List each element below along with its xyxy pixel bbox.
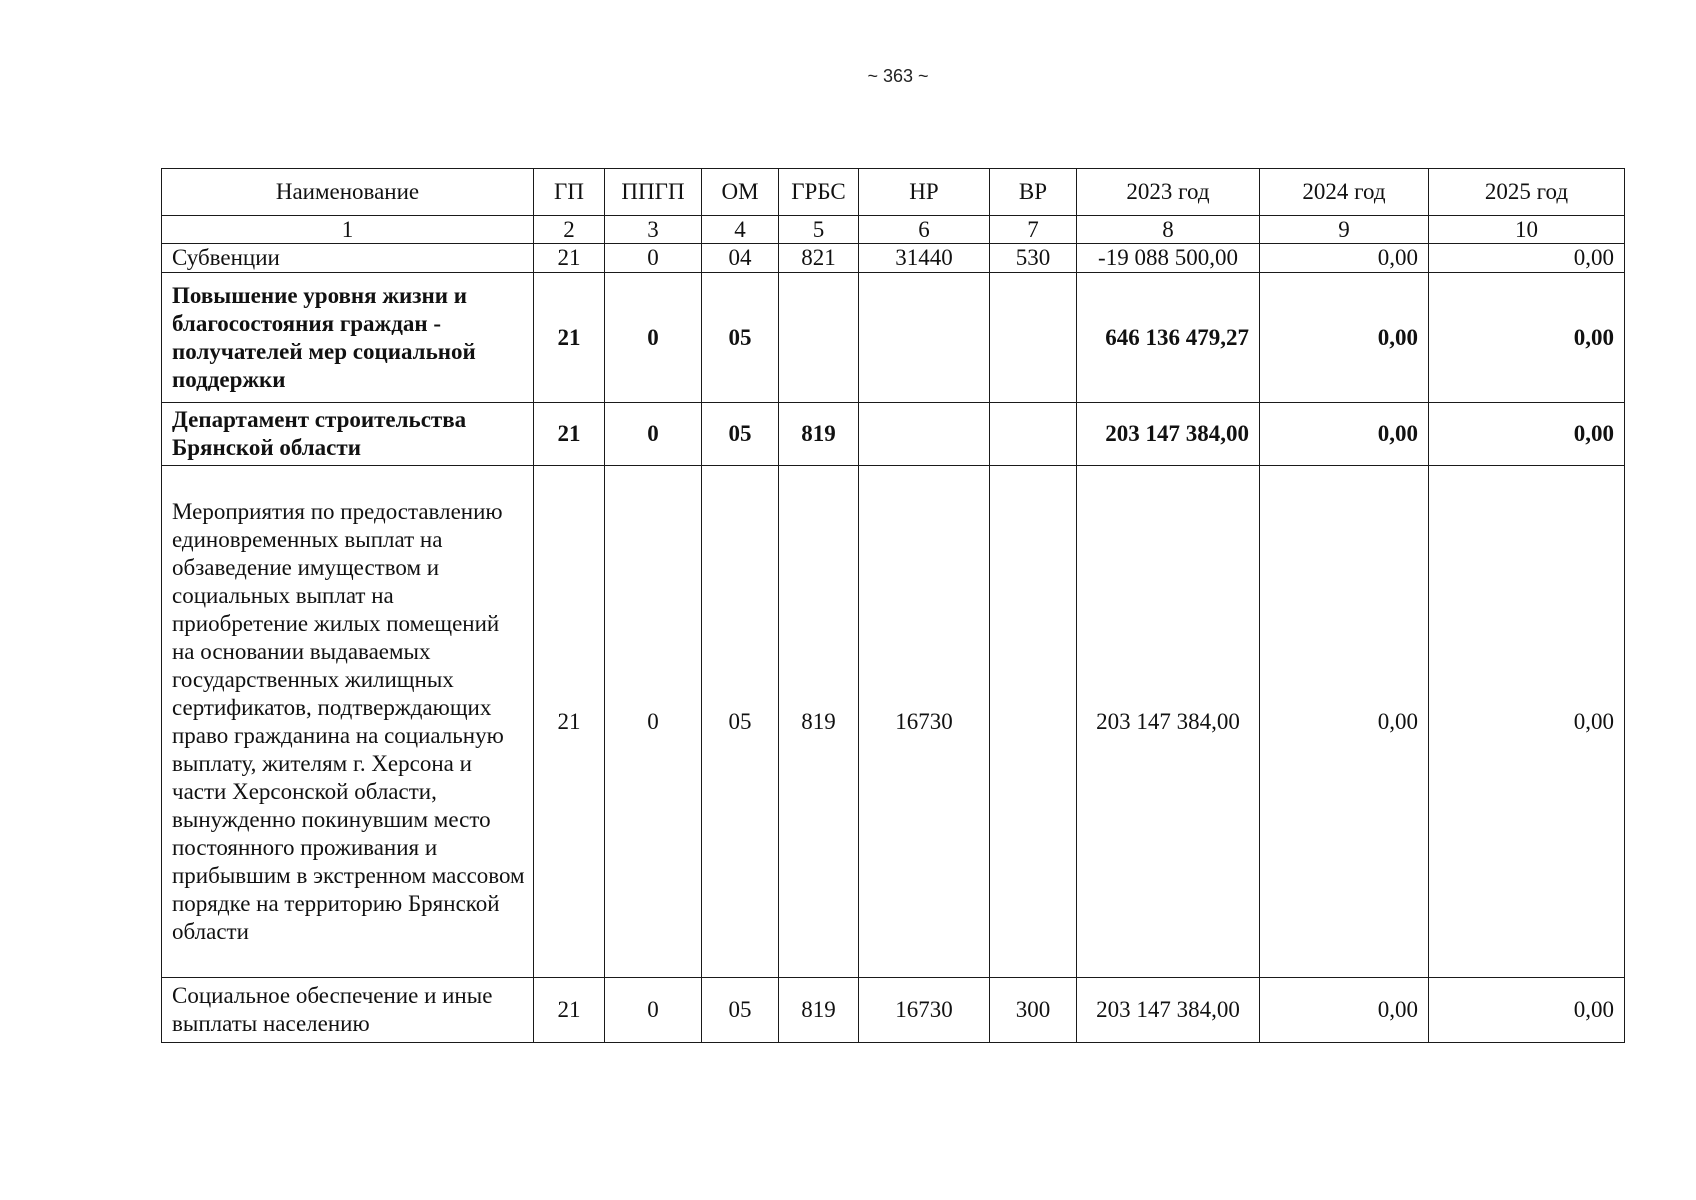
cell-vr [990,466,1077,978]
table-header-row [162,169,1625,216]
cell-2024: 0,00 [1260,466,1429,978]
cell-vr [990,403,1077,466]
cell-2023: -19 088 500,00 [1077,244,1260,273]
cell-vr: 300 [990,978,1077,1043]
cell-grbs: 819 [779,466,859,978]
cell-nr [859,273,990,403]
cell-2023: 203 147 384,00 [1077,466,1260,978]
cell-ppgp: 0 [605,244,702,273]
header-nr: НР [859,169,990,216]
cell-grbs: 819 [779,403,859,466]
cell-om: 05 [702,273,779,403]
header-2023: 2023 год [1077,169,1260,216]
cell-2023: 646 136 479,27 [1077,273,1260,403]
cell-ppgp: 0 [605,466,702,978]
header-om: ОМ [702,169,779,216]
header-ppgp: ППГП [605,169,702,216]
cell-2023: 203 147 384,00 [1077,403,1260,466]
cell-2023: 203 147 384,00 [1077,978,1260,1043]
column-number: 2 [534,216,605,244]
column-number: 8 [1077,216,1260,244]
table-row-living-standards [162,273,1625,403]
cell-om: 04 [702,244,779,273]
header-name: Наименование [162,169,534,216]
cell-2024: 0,00 [1260,403,1429,466]
cell-gp: 21 [534,273,605,403]
cell-name: Департамент строительства Брянской области [162,403,534,466]
cell-nr: 16730 [859,466,990,978]
cell-2025: 0,00 [1429,273,1625,403]
header-grbs: ГРБС [779,169,859,216]
cell-grbs [779,273,859,403]
cell-om: 05 [702,403,779,466]
column-number: 9 [1260,216,1429,244]
cell-om: 05 [702,978,779,1043]
budget-table [161,168,1625,1043]
column-number-row [162,216,1625,244]
cell-name: Социальное обеспечение и иные выплаты населению [162,978,534,1043]
cell-name: Мероприятия по предоставлению единовременных выплат на обзаведение имуществом и социальных выплат на приобретение жилых помещений на основании выдаваемых государственных жилищных сертификатов, подтверждающих право гражданина на социальную выплату, жителям г. Херсона и части Херсонской области, вынужденно покинувшим место постоянного проживания и прибывшим в экстренном массовом порядке на территорию Брянской области [162,466,534,978]
cell-2025: 0,00 [1429,403,1625,466]
column-number: 4 [702,216,779,244]
cell-ppgp: 0 [605,273,702,403]
page-number: ~ 363 ~ [867,66,929,86]
cell-2025: 0,00 [1429,466,1625,978]
column-number: 6 [859,216,990,244]
cell-ppgp: 0 [605,978,702,1043]
cell-ppgp: 0 [605,403,702,466]
cell-om: 05 [702,466,779,978]
cell-2025: 0,00 [1429,978,1625,1043]
header-2025: 2025 год [1429,169,1625,216]
cell-gp: 21 [534,403,605,466]
cell-grbs: 821 [779,244,859,273]
cell-name: Субвенции [162,244,534,273]
header-vr: ВР [990,169,1077,216]
cell-vr [990,273,1077,403]
table-row-construction-department [162,403,1625,466]
cell-2024: 0,00 [1260,244,1429,273]
column-number: 3 [605,216,702,244]
column-number: 1 [162,216,534,244]
cell-2025: 0,00 [1429,244,1625,273]
cell-2024: 0,00 [1260,978,1429,1043]
column-number: 10 [1429,216,1625,244]
cell-nr [859,403,990,466]
table-row-subventions [162,244,1625,273]
cell-grbs: 819 [779,978,859,1043]
table-row-housing-certificates [162,466,1625,978]
cell-gp: 21 [534,978,605,1043]
header-gp: ГП [534,169,605,216]
cell-2024: 0,00 [1260,273,1429,403]
table-row-social-payments [162,978,1625,1043]
cell-nr: 16730 [859,978,990,1043]
header-2024: 2024 год [1260,169,1429,216]
column-number: 5 [779,216,859,244]
cell-nr: 31440 [859,244,990,273]
cell-gp: 21 [534,244,605,273]
column-number: 7 [990,216,1077,244]
cell-gp: 21 [534,466,605,978]
cell-name: Повышение уровня жизни и благосостояния граждан - получателей мер социальной поддержки [162,273,534,403]
cell-vr: 530 [990,244,1077,273]
